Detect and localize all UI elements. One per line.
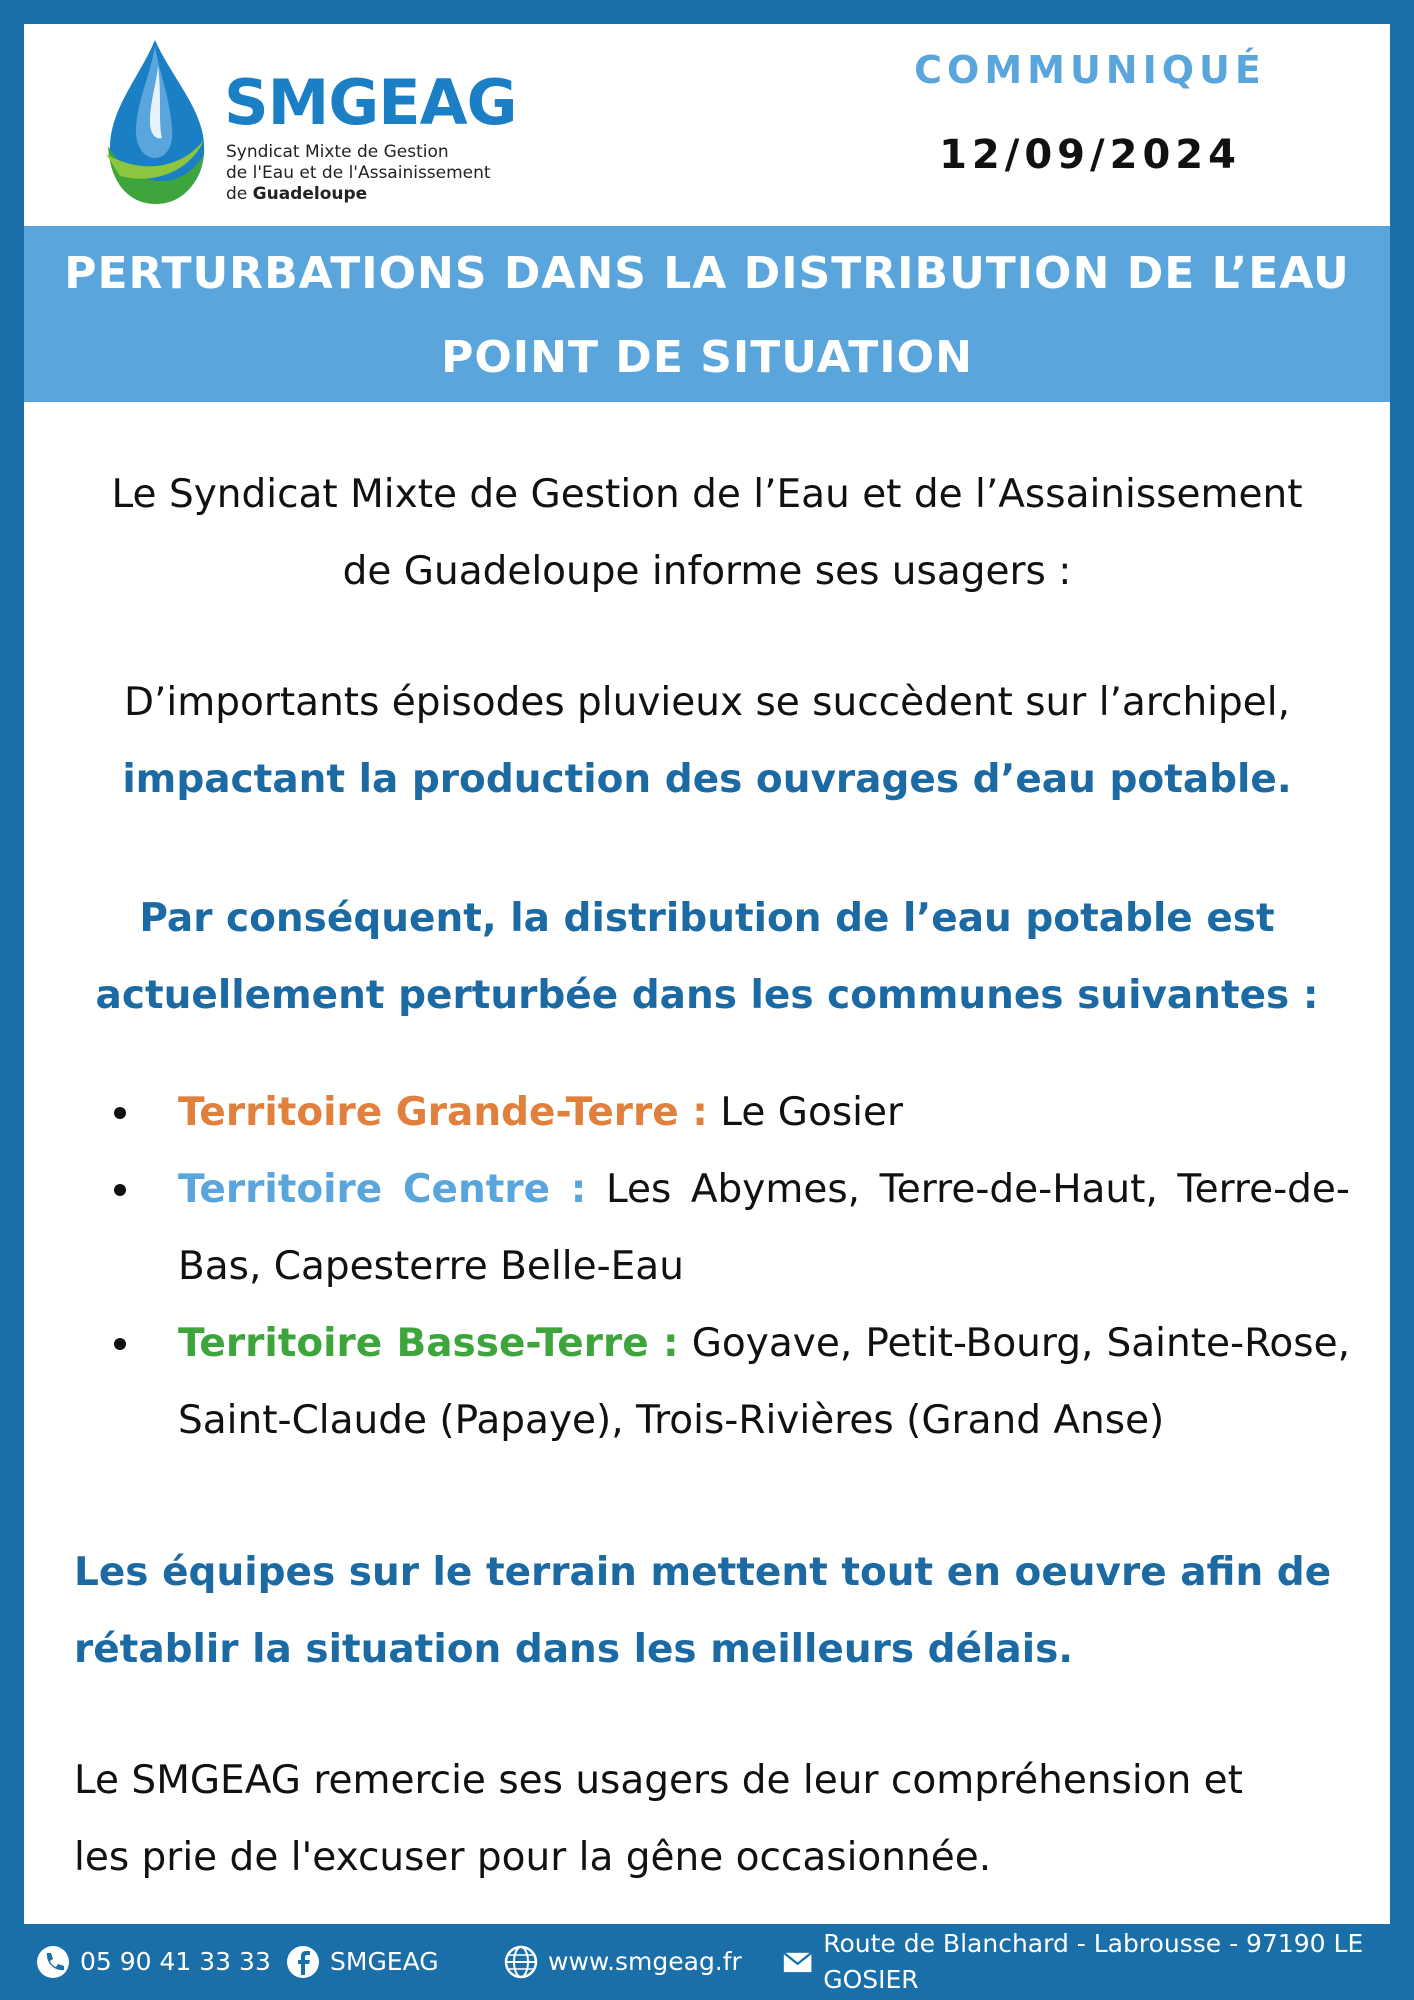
- logo-subtitle: [226, 142, 491, 205]
- logo-sub-line-1: Syndicat Mixte de Gestion: [226, 142, 449, 162]
- intro-paragraph: [74, 456, 1340, 610]
- rain-paragraph: [74, 664, 1340, 818]
- logo-sub-line-2: de l'Eau et de l'Assainissement: [226, 163, 491, 183]
- territory-label-grande-terre: Territoire Grande-Terre :: [178, 1090, 708, 1135]
- footer-phone[interactable]: [36, 1944, 271, 1980]
- thanks-line-2: les prie de l'excuser pour la gêne occasionnée.: [74, 1835, 992, 1880]
- list-item-centre: [114, 1151, 1350, 1305]
- facebook-handle: SMGEAG: [330, 1947, 439, 1976]
- territory-list: [114, 1074, 1350, 1459]
- intro-line-1: Le Syndicat Mixte de Gestion de l’Eau et de l’Assainissement: [111, 472, 1303, 517]
- footer-facebook[interactable]: [286, 1944, 439, 1980]
- consequence-line-2: actuellement perturbée dans les communes suivantes :: [95, 973, 1319, 1018]
- website-url: www.smgeag.fr: [548, 1947, 742, 1976]
- communique-label: COMMUNIQUÉ: [914, 48, 1266, 92]
- logo-sub-line-3: [226, 184, 491, 205]
- thanks-line-1: Le SMGEAG remercie ses usagers de leur compréhension et: [74, 1758, 1243, 1803]
- footer-contact-bar: [0, 1924, 1414, 2000]
- communique-page: [24, 24, 1390, 1924]
- teams-line-1: Les équipes sur le terrain mettent tout en oeuvre afin de: [74, 1550, 1332, 1595]
- teams-paragraph: [74, 1534, 1374, 1688]
- logo-sub-line-3-prefix: de: [226, 184, 253, 204]
- territory-label-basse-terre: Territoire Basse-Terre :: [178, 1321, 679, 1366]
- rain-line-1: D’importants épisodes pluvieux se succèdent sur l’archipel,: [123, 680, 1290, 725]
- water-drop-logo-icon: [100, 36, 210, 206]
- thanks-paragraph: [74, 1742, 1340, 1896]
- logo-sub-line-3-region: Guadeloupe: [252, 184, 368, 204]
- phone-number: 05 90 41 33 33: [80, 1947, 271, 1976]
- smgeag-logo: [100, 36, 540, 216]
- footer-website[interactable]: [504, 1944, 742, 1980]
- consequence-paragraph: [74, 880, 1340, 1034]
- consequence-line-1: Par conséquent, la distribution de l’eau potable est: [139, 896, 1275, 941]
- footer-address: [782, 1929, 1414, 1994]
- rain-line-2: impactant la production des ouvrages d’eau potable.: [122, 757, 1292, 802]
- teams-line-2: rétablir la situation dans les meilleurs délais.: [74, 1627, 1074, 1672]
- globe-icon: [504, 1945, 538, 1979]
- territory-label-centre: Territoire Centre :: [178, 1167, 587, 1212]
- intro-line-2: de Guadeloupe informe ses usagers :: [342, 549, 1072, 594]
- postal-address: Route de Blanchard - Labrousse - 97190 LE GOSIER: [823, 1929, 1364, 1994]
- list-item-grande-terre: [114, 1074, 1350, 1151]
- envelope-icon: [782, 1945, 813, 1979]
- list-item-basse-terre: [114, 1305, 1350, 1459]
- banner-title: PERTURBATIONS DANS LA DISTRIBUTION DE L’EAU: [64, 248, 1350, 299]
- banner-subtitle: POINT DE SITUATION: [441, 332, 973, 383]
- communes-grande-terre: Le Gosier: [720, 1090, 903, 1135]
- communes-centre: Les Abymes, Terre-de-Haut, Terre-de-Bas, Capesterre Belle-Eau: [178, 1167, 1350, 1289]
- phone-icon: [36, 1945, 70, 1979]
- logo-title: SMGEAG: [224, 66, 517, 139]
- facebook-icon: [286, 1945, 320, 1979]
- communique-date: 12/09/2024: [939, 132, 1241, 178]
- title-banner: [24, 226, 1390, 402]
- communes-basse-terre: Goyave, Petit-Bourg, Sainte-Rose, Saint-Claude (Papaye), Trois-Rivières (Grand Anse): [178, 1321, 1350, 1443]
